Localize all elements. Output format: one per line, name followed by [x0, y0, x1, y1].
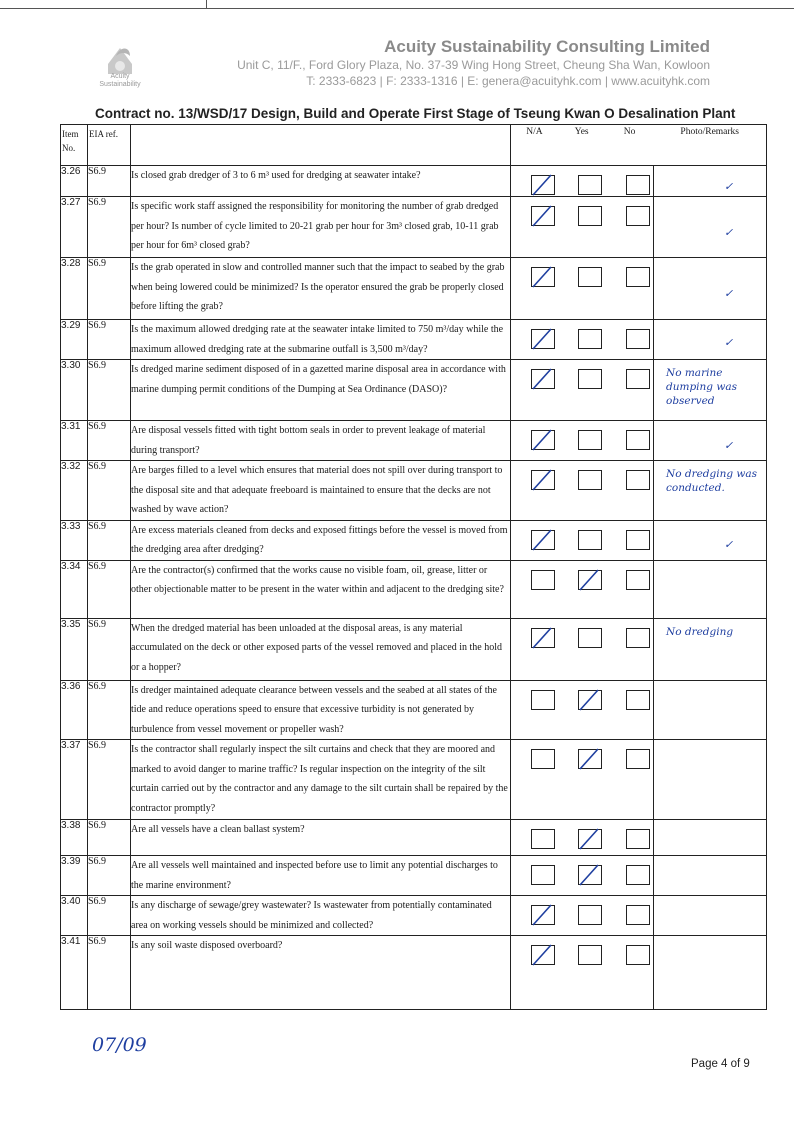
header-yes: Yes — [574, 127, 589, 137]
check-mark-icon — [529, 943, 557, 967]
checkbox-na[interactable] — [531, 206, 555, 226]
answer-checkboxes — [511, 618, 654, 680]
answer-checkboxes — [511, 820, 654, 856]
remark-cell — [654, 360, 767, 421]
table-row — [61, 740, 767, 820]
remark-cell — [654, 936, 767, 1010]
eia-ref: S6.9 — [88, 820, 131, 856]
item-number: 3.38 — [61, 820, 88, 856]
header-answers — [511, 125, 767, 166]
item-number: 3.30 — [61, 360, 88, 421]
answer-checkboxes — [511, 856, 654, 896]
remark-cell — [654, 740, 767, 820]
table-row — [61, 421, 767, 461]
table-row — [61, 320, 767, 360]
eia-ref: S6.9 — [88, 856, 131, 896]
question-text: Is dredged marine sediment disposed of in a gazetted marine disposal area in accordance with marine dumping permit conditions of the Dumping at Sea Ordinance (DASO)? — [131, 360, 511, 421]
answer-checkboxes — [511, 320, 654, 360]
check-mark-icon — [576, 747, 604, 771]
checkbox-yes[interactable] — [578, 628, 602, 648]
checkbox-yes[interactable] — [578, 430, 602, 450]
top-rule — [0, 8, 794, 9]
item-number: 3.37 — [61, 740, 88, 820]
checkbox-na[interactable] — [531, 329, 555, 349]
item-number: 3.26 — [61, 166, 88, 197]
table-row — [61, 936, 767, 1010]
question-text: Are all vessels well maintained and inspected before use to limit any potential discharges to the marine environment? — [131, 856, 511, 896]
answer-checkboxes — [511, 258, 654, 320]
item-number: 3.39 — [61, 856, 88, 896]
remark-cell — [654, 618, 767, 680]
logo-subname: Sustainability — [99, 81, 141, 88]
checkbox-na[interactable] — [531, 628, 555, 648]
checkbox-no[interactable] — [626, 628, 650, 648]
checkbox-no[interactable] — [626, 206, 650, 226]
eia-ref: S6.9 — [88, 461, 131, 521]
checkbox-no[interactable] — [626, 749, 650, 769]
handwritten-remark: No dredging was conducted. — [666, 468, 758, 494]
question-text: Is the contractor shall regularly inspect the silt curtains and check that they are moored and marked to avoid danger to marine traffic? Is regular inspection on the integrity of the silt curtain carried out by the contractor and any damage to the silt curtain shall be repaired by the contractor promptly? — [131, 740, 511, 820]
checkbox-no[interactable] — [626, 329, 650, 349]
question-text: Are excess materials cleaned from decks and exposed fittings before the vessel is moved from the dredging area after dredging? — [131, 520, 511, 560]
check-mark-icon — [529, 265, 557, 289]
remark-cell — [654, 197, 767, 258]
header-question — [131, 125, 511, 166]
remark-cell — [654, 320, 767, 360]
checkbox-na[interactable] — [531, 175, 555, 195]
company-address: Unit C, 11/F., Ford Glory Plaza, No. 37-39 Wing Hong Street, Cheung Sha Wan, Kowloon — [237, 58, 710, 72]
table-row — [61, 856, 767, 896]
checkbox-no[interactable] — [626, 945, 650, 965]
checkbox-yes[interactable] — [578, 329, 602, 349]
question-text: Is specific work staff assigned the responsibility for monitoring the number of grab dredged per hour? Is number of cycle limited to 20-21 grab per hour for 3m³ closed grab, 10-11 grab per hour for 6m³ closed grab? — [131, 197, 511, 258]
question-text: Is dredger maintained adequate clearance between vessels and the seabed at all states of the tide and reduce operations speed to ensure that excessive turbidity is not generated by turbulence from vessel movement or propeller wash? — [131, 680, 511, 740]
eia-ref: S6.9 — [88, 896, 131, 936]
handwritten-remark: No marine dumping was observed — [666, 367, 737, 407]
question-text: Are all vessels have a clean ballast system? — [131, 820, 511, 856]
check-mark-icon — [529, 528, 557, 552]
check-mark-icon — [529, 173, 557, 197]
header-no: No — [623, 127, 636, 137]
item-number: 3.31 — [61, 421, 88, 461]
checkbox-yes[interactable] — [578, 945, 602, 965]
check-mark-icon — [576, 827, 604, 851]
answer-checkboxes — [511, 166, 654, 197]
checkbox-no[interactable] — [626, 829, 650, 849]
table-row — [61, 360, 767, 421]
check-mark-icon — [529, 903, 557, 927]
table-row — [61, 166, 767, 197]
check-mark-icon — [529, 626, 557, 650]
answer-checkboxes — [511, 461, 654, 521]
checkbox-no[interactable] — [626, 865, 650, 885]
table-row — [61, 896, 767, 936]
answer-checkboxes — [511, 680, 654, 740]
check-mark-icon — [529, 468, 557, 492]
remark-cell — [654, 258, 767, 320]
answer-checkboxes — [511, 936, 654, 1010]
checkbox-na[interactable] — [531, 530, 555, 550]
checkbox-no[interactable] — [626, 570, 650, 590]
check-mark-icon — [529, 327, 557, 351]
checkbox-yes[interactable] — [578, 829, 602, 849]
item-number: 3.29 — [61, 320, 88, 360]
check-mark-icon — [576, 688, 604, 712]
answer-checkboxes — [511, 360, 654, 421]
company-name: Acuity Sustainability Consulting Limited — [384, 37, 710, 56]
item-number: 3.36 — [61, 680, 88, 740]
handwritten-remark: ✓ — [724, 179, 734, 193]
answer-checkboxes — [511, 520, 654, 560]
eia-ref: S6.9 — [88, 258, 131, 320]
top-rule-tick — [206, 0, 207, 9]
checkbox-na[interactable] — [531, 690, 555, 710]
question-text: Is closed grab dredger of 3 to 6 m³ used for dredging at seawater intake? — [131, 166, 511, 197]
company-contact: T: 2333-6823 | F: 2333-1316 | E: genera@acuityhk.com | www.acuityhk.com — [306, 74, 710, 88]
check-mark-icon — [529, 367, 557, 391]
checkbox-na[interactable] — [531, 945, 555, 965]
check-mark-icon — [576, 568, 604, 592]
question-text: Is any soil waste disposed overboard? — [131, 936, 511, 1010]
checkbox-yes[interactable] — [578, 865, 602, 885]
handwritten-date: 07/09 — [92, 1034, 147, 1056]
checkbox-na[interactable] — [531, 430, 555, 450]
header-na: N/A — [526, 127, 543, 137]
answer-checkboxes — [511, 197, 654, 258]
checkbox-no[interactable] — [626, 470, 650, 490]
remark-cell — [654, 560, 767, 618]
answer-checkboxes — [511, 896, 654, 936]
remark-cell — [654, 856, 767, 896]
checkbox-no[interactable] — [626, 430, 650, 450]
answer-checkboxes — [511, 560, 654, 618]
table-body — [61, 166, 767, 1010]
checkbox-yes[interactable] — [578, 749, 602, 769]
checklist-table — [60, 124, 767, 1010]
table-row — [61, 520, 767, 560]
eia-ref: S6.9 — [88, 166, 131, 197]
table-row — [61, 680, 767, 740]
eia-ref: S6.9 — [88, 618, 131, 680]
checkbox-na[interactable] — [531, 369, 555, 389]
checkbox-no[interactable] — [626, 175, 650, 195]
checkbox-na[interactable] — [531, 749, 555, 769]
eia-ref: S6.9 — [88, 560, 131, 618]
page-number: Page 4 of 9 — [691, 1058, 750, 1070]
table-row — [61, 461, 767, 521]
checkbox-yes[interactable] — [578, 530, 602, 550]
header-item: Item No. — [61, 125, 88, 166]
table-header-row — [61, 125, 767, 166]
question-text: When the dredged material has been unloaded at the disposal areas, is any material accumulated on the deck or other exposed parts of the vessel removed and placed in the hold or a hopper? — [131, 618, 511, 680]
checkbox-na[interactable] — [531, 267, 555, 287]
logo-caption — [92, 73, 148, 89]
logo-circle — [115, 61, 125, 71]
answer-checkboxes — [511, 421, 654, 461]
handwritten-remark: No dredging — [666, 625, 734, 638]
header-remarks: Photo/Remarks — [680, 127, 740, 137]
question-text: Is any discharge of sewage/grey wastewater? Is wastewater from potentially contaminated area on working vessels should be minimized and collected? — [131, 896, 511, 936]
question-text: Are barges filled to a level which ensures that material does not spill over during transport to the disposal site and that adequate freeboard is maintained to ensure that the decks are not washed by wave action? — [131, 461, 511, 521]
checkbox-no[interactable] — [626, 905, 650, 925]
checkbox-yes[interactable] — [578, 470, 602, 490]
question-text: Are the contractor(s) confirmed that the works cause no visible foam, oil, grease, litter or other objectionable matter to be present in the water within and adjacent to the dredging site? — [131, 560, 511, 618]
remark-cell — [654, 680, 767, 740]
remark-cell — [654, 461, 767, 521]
remark-cell — [654, 896, 767, 936]
checkbox-no[interactable] — [626, 267, 650, 287]
remark-cell — [654, 421, 767, 461]
question-text: Are disposal vessels fitted with tight bottom seals in order to prevent leakage of material during transport? — [131, 421, 511, 461]
table-row — [61, 820, 767, 856]
checkbox-yes[interactable] — [578, 175, 602, 195]
header-eia: EIA ref. — [88, 125, 131, 166]
checkbox-yes[interactable] — [578, 267, 602, 287]
checkbox-yes[interactable] — [578, 905, 602, 925]
checkbox-na[interactable] — [531, 865, 555, 885]
eia-ref: S6.9 — [88, 197, 131, 258]
item-number: 3.41 — [61, 936, 88, 1010]
check-mark-icon — [529, 428, 557, 452]
checkbox-yes[interactable] — [578, 690, 602, 710]
checkbox-na[interactable] — [531, 470, 555, 490]
item-number: 3.40 — [61, 896, 88, 936]
item-number: 3.27 — [61, 197, 88, 258]
remark-cell — [654, 820, 767, 856]
checkbox-na[interactable] — [531, 905, 555, 925]
handwritten-remark: ✓ — [724, 287, 734, 300]
checkbox-yes[interactable] — [578, 570, 602, 590]
contract-title: Contract no. 13/WSD/17 Design, Build and Operate First Stage of Tseung Kwan O Desalination Plant — [95, 106, 736, 121]
checkbox-yes[interactable] — [578, 369, 602, 389]
checkbox-na[interactable] — [531, 829, 555, 849]
item-number: 3.28 — [61, 258, 88, 320]
remark-cell — [654, 520, 767, 560]
checkbox-no[interactable] — [626, 530, 650, 550]
check-mark-icon — [529, 204, 557, 228]
handwritten-remark: ✓ — [724, 336, 734, 349]
company-logo — [90, 34, 150, 100]
answer-checkboxes — [511, 740, 654, 820]
eia-ref: S6.9 — [88, 520, 131, 560]
eia-ref: S6.9 — [88, 680, 131, 740]
eia-ref: S6.9 — [88, 320, 131, 360]
question-text: Is the grab operated in slow and controlled manner such that the impact to seabed by the grab when being lowered could be minimized? Is the operator ensured the grab be properly closed before lifting the grab? — [131, 258, 511, 320]
table-row — [61, 618, 767, 680]
item-number: 3.32 — [61, 461, 88, 521]
checkbox-yes[interactable] — [578, 206, 602, 226]
checkbox-no[interactable] — [626, 369, 650, 389]
handwritten-remark: ✓ — [724, 225, 734, 239]
checkbox-no[interactable] — [626, 690, 650, 710]
logo-name: Acuity — [110, 73, 130, 80]
question-text: Is the maximum allowed dredging rate at the seawater intake limited to 750 m³/day while the maximum allowed dredging rate at the submarine outfall is 3,500 m³/day? — [131, 320, 511, 360]
checkbox-na[interactable] — [531, 570, 555, 590]
handwritten-remark: ✓ — [724, 537, 734, 551]
eia-ref: S6.9 — [88, 936, 131, 1010]
check-mark-icon — [576, 863, 604, 887]
eia-ref: S6.9 — [88, 360, 131, 421]
remark-cell — [654, 166, 767, 197]
table-row — [61, 258, 767, 320]
eia-ref: S6.9 — [88, 421, 131, 461]
item-number: 3.34 — [61, 560, 88, 618]
handwritten-remark: ✓ — [724, 439, 734, 452]
item-number: 3.33 — [61, 520, 88, 560]
table-row — [61, 197, 767, 258]
eia-ref: S6.9 — [88, 740, 131, 820]
item-number: 3.35 — [61, 618, 88, 680]
table-row — [61, 560, 767, 618]
